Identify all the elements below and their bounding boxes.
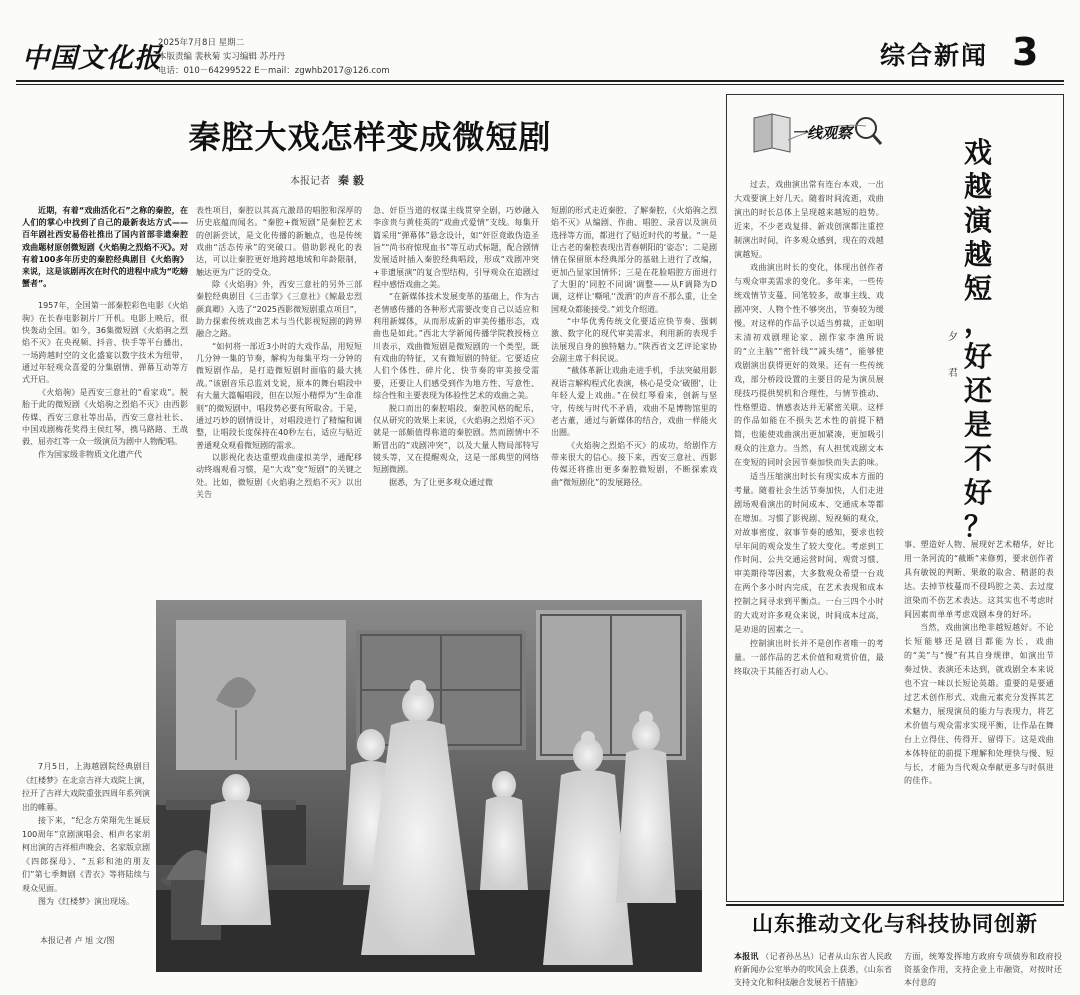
section-name: 综合新闻 bbox=[880, 41, 989, 70]
opinion-title bbox=[964, 136, 1004, 544]
photo-caption bbox=[22, 760, 150, 909]
paragraph: “中华优秀传统文化要适应快节奏、强刺激、数字化的现代审美需求，利用新的表现手法展现自身的独特魅力。”陕西省文艺评论家协会副主席于科民说。 bbox=[551, 317, 717, 364]
page-number: 3 bbox=[1012, 30, 1039, 74]
date-line: 2025年7月8日 星期二 bbox=[158, 38, 245, 48]
paragraph: 《火焰驹》是西安三意社的“看家戏”。脱胎于此的微短剧《火焰驹之烈焰不灭》由西影传媒、西安三意社等出品，西安三意社社长、中国戏剧梅花奖得主侯红琴，携马路路、王战毅、屈亦红等一众一级演员为剧中人物配唱。 bbox=[22, 387, 188, 447]
opinion-author bbox=[948, 320, 962, 392]
masthead-rule-thin bbox=[16, 84, 1064, 85]
caption-paragraph: 图为《红楼梦》演出现场。 bbox=[38, 897, 134, 906]
paragraph: 急、奸臣当道的权谋主线贯穿全剧，巧妙融入李彦贵与黄桂英的“戏曲式爱情”支线。每集开篇采用“弹幕体”悬念设计，如“奸臣竟敢伪造圣旨”“尚书府惊现血书”等互动式标题，配合剧情发展适时插入秦腔经典唱段，形成“戏剧冲突+非遗展演”的复合型结构，引导观众在追剧过程中感悟戏曲之美。 bbox=[373, 206, 539, 290]
article-column-3 bbox=[373, 205, 539, 591]
column-label: 一线观察 bbox=[792, 124, 853, 142]
stage-photo bbox=[156, 600, 702, 972]
paragraph: “如何将一部近3小时的大戏作品，用短短几分钟一集的节奏，解构为每集平均一分钟的微短剧作品，是打造微短剧时面临的最大挑战。”该剧音乐总监刘戈说，原本的舞台唱段中有大量大篇幅唱段，但在以短小精悍为“生命准则”的微短剧中，唱段势必要有所取舍。于是，通过巧妙的剧情设计，对唱段进行了精编和调整，让唱段长度保持在40秒左右，适应与贴近普通观众观看微短剧的需求。 bbox=[196, 341, 362, 450]
newspaper-logo: 中国文化报 bbox=[22, 43, 162, 74]
byline-prefix: 本报记者 bbox=[290, 176, 330, 187]
title-char: ， bbox=[964, 306, 993, 339]
photo-credit: 本报记者 卢 旭 文/图 bbox=[40, 936, 115, 945]
paragraph: 以影视化表达重塑戏曲虚拟美学，通配移动终端观看习惯，是“大戏”变“短剧”的关键之处。比如，微短剧《火焰驹之烈焰不灭》以出关告 bbox=[196, 452, 362, 499]
contact-line: 电话：010－64299522 E－mail：zgwhb2017@126.com bbox=[158, 66, 390, 76]
title-char: 戏 bbox=[964, 136, 993, 169]
masthead-rule bbox=[16, 80, 1064, 82]
editor-line: 本版责编 裴秋菊 实习编辑 苏丹丹 bbox=[158, 52, 286, 62]
paragraph: 事、塑造好人物、展现好艺术精华，好比用一条河流的“截断”来修剪，要求创作者具有敏锐的判断、果敢的取舍、精湛的表达。去掉节枝蔓而不侵吗腔之美、去过度渲染而不伤艺术表达。这其实也不考虑时间因素而单单考虑戏剧本身的好坏。 bbox=[904, 540, 1054, 619]
byline-name: 秦 毅 bbox=[338, 174, 364, 187]
paragraph: “在新媒体技术发展变革的基础上，作为古老情感传播的各种形式需要改变自己以适应和利用新媒体，从而形成新的审美传播形态，戏曲也是如此。”西北大学新闻传播学院教授杨立川表示，戏曲微短剧是微短剧的一个类型，既有戏曲的特征，又有微短剧的特征。它要适应人们个体性、碎片化、快节奏的审美接受需要，还要让人们感受到作为地方性、写意性、综合性和主要表现为体验性艺术的戏曲之美。 bbox=[373, 292, 539, 401]
article-byline bbox=[290, 172, 364, 188]
title-char: 不 bbox=[964, 442, 993, 475]
title-char: 越 bbox=[964, 170, 993, 203]
paragraph: 当然，戏曲演出绝非越短越好。不论长短能够还是剧目都能为长，戏曲的“美”与“慢”有其自身规律，如演出节奏过快、表演还未达到，就戏剧全本来说也不宜一味以长短论英雄。重要的是要通过艺术创作形式、戏曲元素充分发挥其艺术魅力，展现演员的能力与表现力，将艺术价值与观众需求实现平衡，让作品在舞台上立得住、传得开、留得下。这是戏曲本体特征的前提下理解和处理快与慢、短与长，才能为当代观众奉献更多与时俱进的佳作。 bbox=[904, 623, 1054, 786]
opinion-column-text-1 bbox=[734, 178, 884, 898]
stage-photo-illustration bbox=[156, 600, 702, 972]
paragraph: 过去，戏曲演出常有连台本戏，一出大戏要演上好几天。随着时间流逝，戏曲演出的时长总体上呈现越来越短的趋势。近来，不少老戏复排、新戏创演都注重控制演出时间，许多观众感到，现在的戏越演越短。 bbox=[734, 180, 884, 259]
title-char: ？ bbox=[964, 510, 993, 543]
caption-paragraph: 接下来，“纪念方荣翔先生诞辰100周年”京剧演唱会、相声名家胡柯出演的吉祥相声晚会、名家版京剧《四郎探母》、“五彩和池的朋友们”第七季舞剧《青衣》等将陆续与观众见面。 bbox=[22, 816, 150, 893]
paragraph: 戏曲演出时长的变化，体现出创作者与观众审美需求的变化。多年来，一些传统戏情节支蔓、同笔较多，故事主线、戏剧冲突、人物个性不够突出，节奏较为缓慢。对这样的作品予以适当剪裁，正如明末清初戏剧理论家、剧作家李渔所说的“立主脑”“密针线”“减头绪”，能够使戏剧演出获得更好的效果。还有一些传统戏，部分桥段设置的主要目的是为演员展现技巧提供契机和合理性，与情节推动、性格塑造、情感表达并无紧密关联。这样的作品如能在不损失艺术性的前提下精简，也能使戏曲演出更加紧凑，更加吸引观众的注意力。当然，有人担忧戏剧文本在变短的同时会因节奏加快而失去韵味。 bbox=[734, 263, 884, 468]
paragraph: 1957年，全国第一部秦腔彩色电影《火焰驹》在长春电影制片厂开机。电影上映后，很快轰动全国。如今，36集微短剧《火焰驹之烈焰不灭》在央视频、抖音、快手等平台播出，一场跨越时空的文化盛宴以数字技术为纽带，通过年轻观众喜爱的分集剧情、弹幕互动等方式开启。 bbox=[22, 301, 188, 385]
news-text: （记者孙丛丛）记者从山东省人民政府新闻办公室举办的吹风会上获悉，《山东省支持文化和科技融合发展若干措施》 bbox=[734, 952, 892, 987]
news-body-column-2: 方面，统筹发挥地方政府专项债券和政府投资基金作用，支持企业上市融资，对按时还本付息的 bbox=[904, 952, 1062, 987]
article-column-2 bbox=[196, 205, 362, 591]
masthead bbox=[0, 0, 1080, 82]
paragraph: 据悉，为了让更多观众通过微 bbox=[389, 477, 493, 487]
title-char: 演 bbox=[964, 204, 993, 237]
news-source: 本报讯 bbox=[734, 952, 759, 961]
paragraph: 表性项目，秦腔以其高亢激昂的唱腔和深厚的历史底蕴而闻名。“秦腔+微短剧”是秦腔艺术的创新尝试，是文化传播的新触点，也是传统戏曲“活态传承”的突破口。借助影视化的表达，可以让秦腔更好地跨越地域和年龄限制，触达更为广泛的受众。 bbox=[196, 206, 362, 277]
column-label-logo bbox=[748, 110, 888, 156]
paragraph: 适当压缩演出时长有现实成本方面的考量。随着社会生活节奏加快，人们走进剧场观看演出的时间成本、交通成本等都在增加。习惯了影视剧、短视频的观众，对故事密度、叙事节奏的感知，要求也较早年间的观众发生了较大变化。考虑到工作时间、公共交通运营时间、观赏习惯、审美期待等因素，大多数观众希望一台戏在两个多小时内完成，在艺术表现和成本控制之间寻求到平衡点。一台三四个小时的大戏对许多观众来说，时间成本过高，是劝退的因素之一。 bbox=[734, 472, 884, 634]
article-lead: 近期，有着“戏曲活化石”之称的秦腔，在人们的掌心中找到了自己的最新表达方式——百年剧社西安易俗社推出了国内首部非遗秦腔戏曲题材原创微短剧《火焰驹之烈焰不灭》。对有着100多年历史的秦腔经典剧目《火焰驹》来说，这是该剧再次在时代的进程中成为“吃螃蟹者”。 bbox=[22, 206, 188, 289]
paragraph: 短剧的形式走近秦腔、了解秦腔，《火焰驹之烈焰不灭》从编剧、作曲、唱腔、录音以及演员选择等方面，都进行了贴近时代的考量。“一是让古老的秦腔表现出青春朝阳的‘姿态’；二是剧情在保留原本经典部分的基础上进行了改编，更加凸显家国情怀；三是在花脸唱腔方面进行了大胆的‘同腔不同调’调整——从F调降为D调，这样让‘嘶吼’‘泼洒’的声音不那么重，让全国观众都能接受。”刘戈介绍道。 bbox=[551, 206, 717, 314]
article-column-4 bbox=[551, 205, 717, 591]
title-char: 还 bbox=[964, 374, 993, 407]
paragraph: 控制演出时长并不是创作者唯一的考量。一部作品的艺术价值和观赏价值，最终取决于其能否打动人心。 bbox=[734, 638, 884, 676]
article-headline: 秦腔大戏怎样变成微短剧 bbox=[188, 118, 552, 156]
paragraph: “截体革新让戏曲走进手机，手法突破用影视语言解构程式化表演，核心是受众‘破圈’，让年轻人爱上戏曲。”在侯红琴看来，创新与坚守，传统与时代不矛盾，戏曲不是博物馆里的老古董，通过与新媒体的结合，戏曲一样能火出圈。 bbox=[551, 366, 717, 438]
author-char: 夕 bbox=[948, 332, 958, 343]
title-char: 是 bbox=[964, 408, 993, 441]
article-column-1 bbox=[22, 205, 188, 593]
news-body-column-1 bbox=[734, 950, 892, 995]
author-char: 君 bbox=[948, 368, 958, 379]
paragraph: 除《火焰驹》外，西安三意社的另外三部秦腔经典剧目《三击掌》《三意社》《鲸最忠烈颜真卿》入选了“2025西影微短剧重点项目”，助力探索传统戏曲艺术与当代影视短剧的跨界融合之路。 bbox=[196, 280, 362, 339]
news-rule bbox=[726, 904, 1064, 906]
title-char: 好 bbox=[964, 476, 993, 509]
opinion-column-text-2 bbox=[904, 538, 1054, 898]
paragraph: 《火焰驹之烈焰不灭》的成功，给剧作方带来很大的信心。接下来，西安三意社、西影传媒还将推出更多秦腔微短剧，不断探索戏曲“微短剧化”的发展路径。 bbox=[551, 440, 717, 487]
title-char: 越 bbox=[964, 238, 993, 271]
title-char: 好 bbox=[964, 340, 993, 373]
news-headline: 山东推动文化与科技协同创新 bbox=[752, 911, 1038, 936]
caption-paragraph: 7月5日，上海越剧院经典剧目《红楼梦》在北京吉祥大戏院上演，拉开了吉祥大戏院重张四周年系列演出的帷幕。 bbox=[22, 762, 150, 812]
title-char: 短 bbox=[964, 272, 993, 305]
paragraph: 脱口而出的秦腔唱段、秦腔风格的配乐，仅从研究的效果上来说，《火焰驹之烈焰不灭》就是一部颇值得称道的秦腔剧。然而剧情中不断冒出的“戏剧冲突”，以及大量人物局部特写镜头等，又在提醒观众，这是一部典型的网络短剧微剧。 bbox=[373, 403, 539, 475]
paragraph: 作为国家级非物质文化遗产代 bbox=[38, 449, 142, 459]
